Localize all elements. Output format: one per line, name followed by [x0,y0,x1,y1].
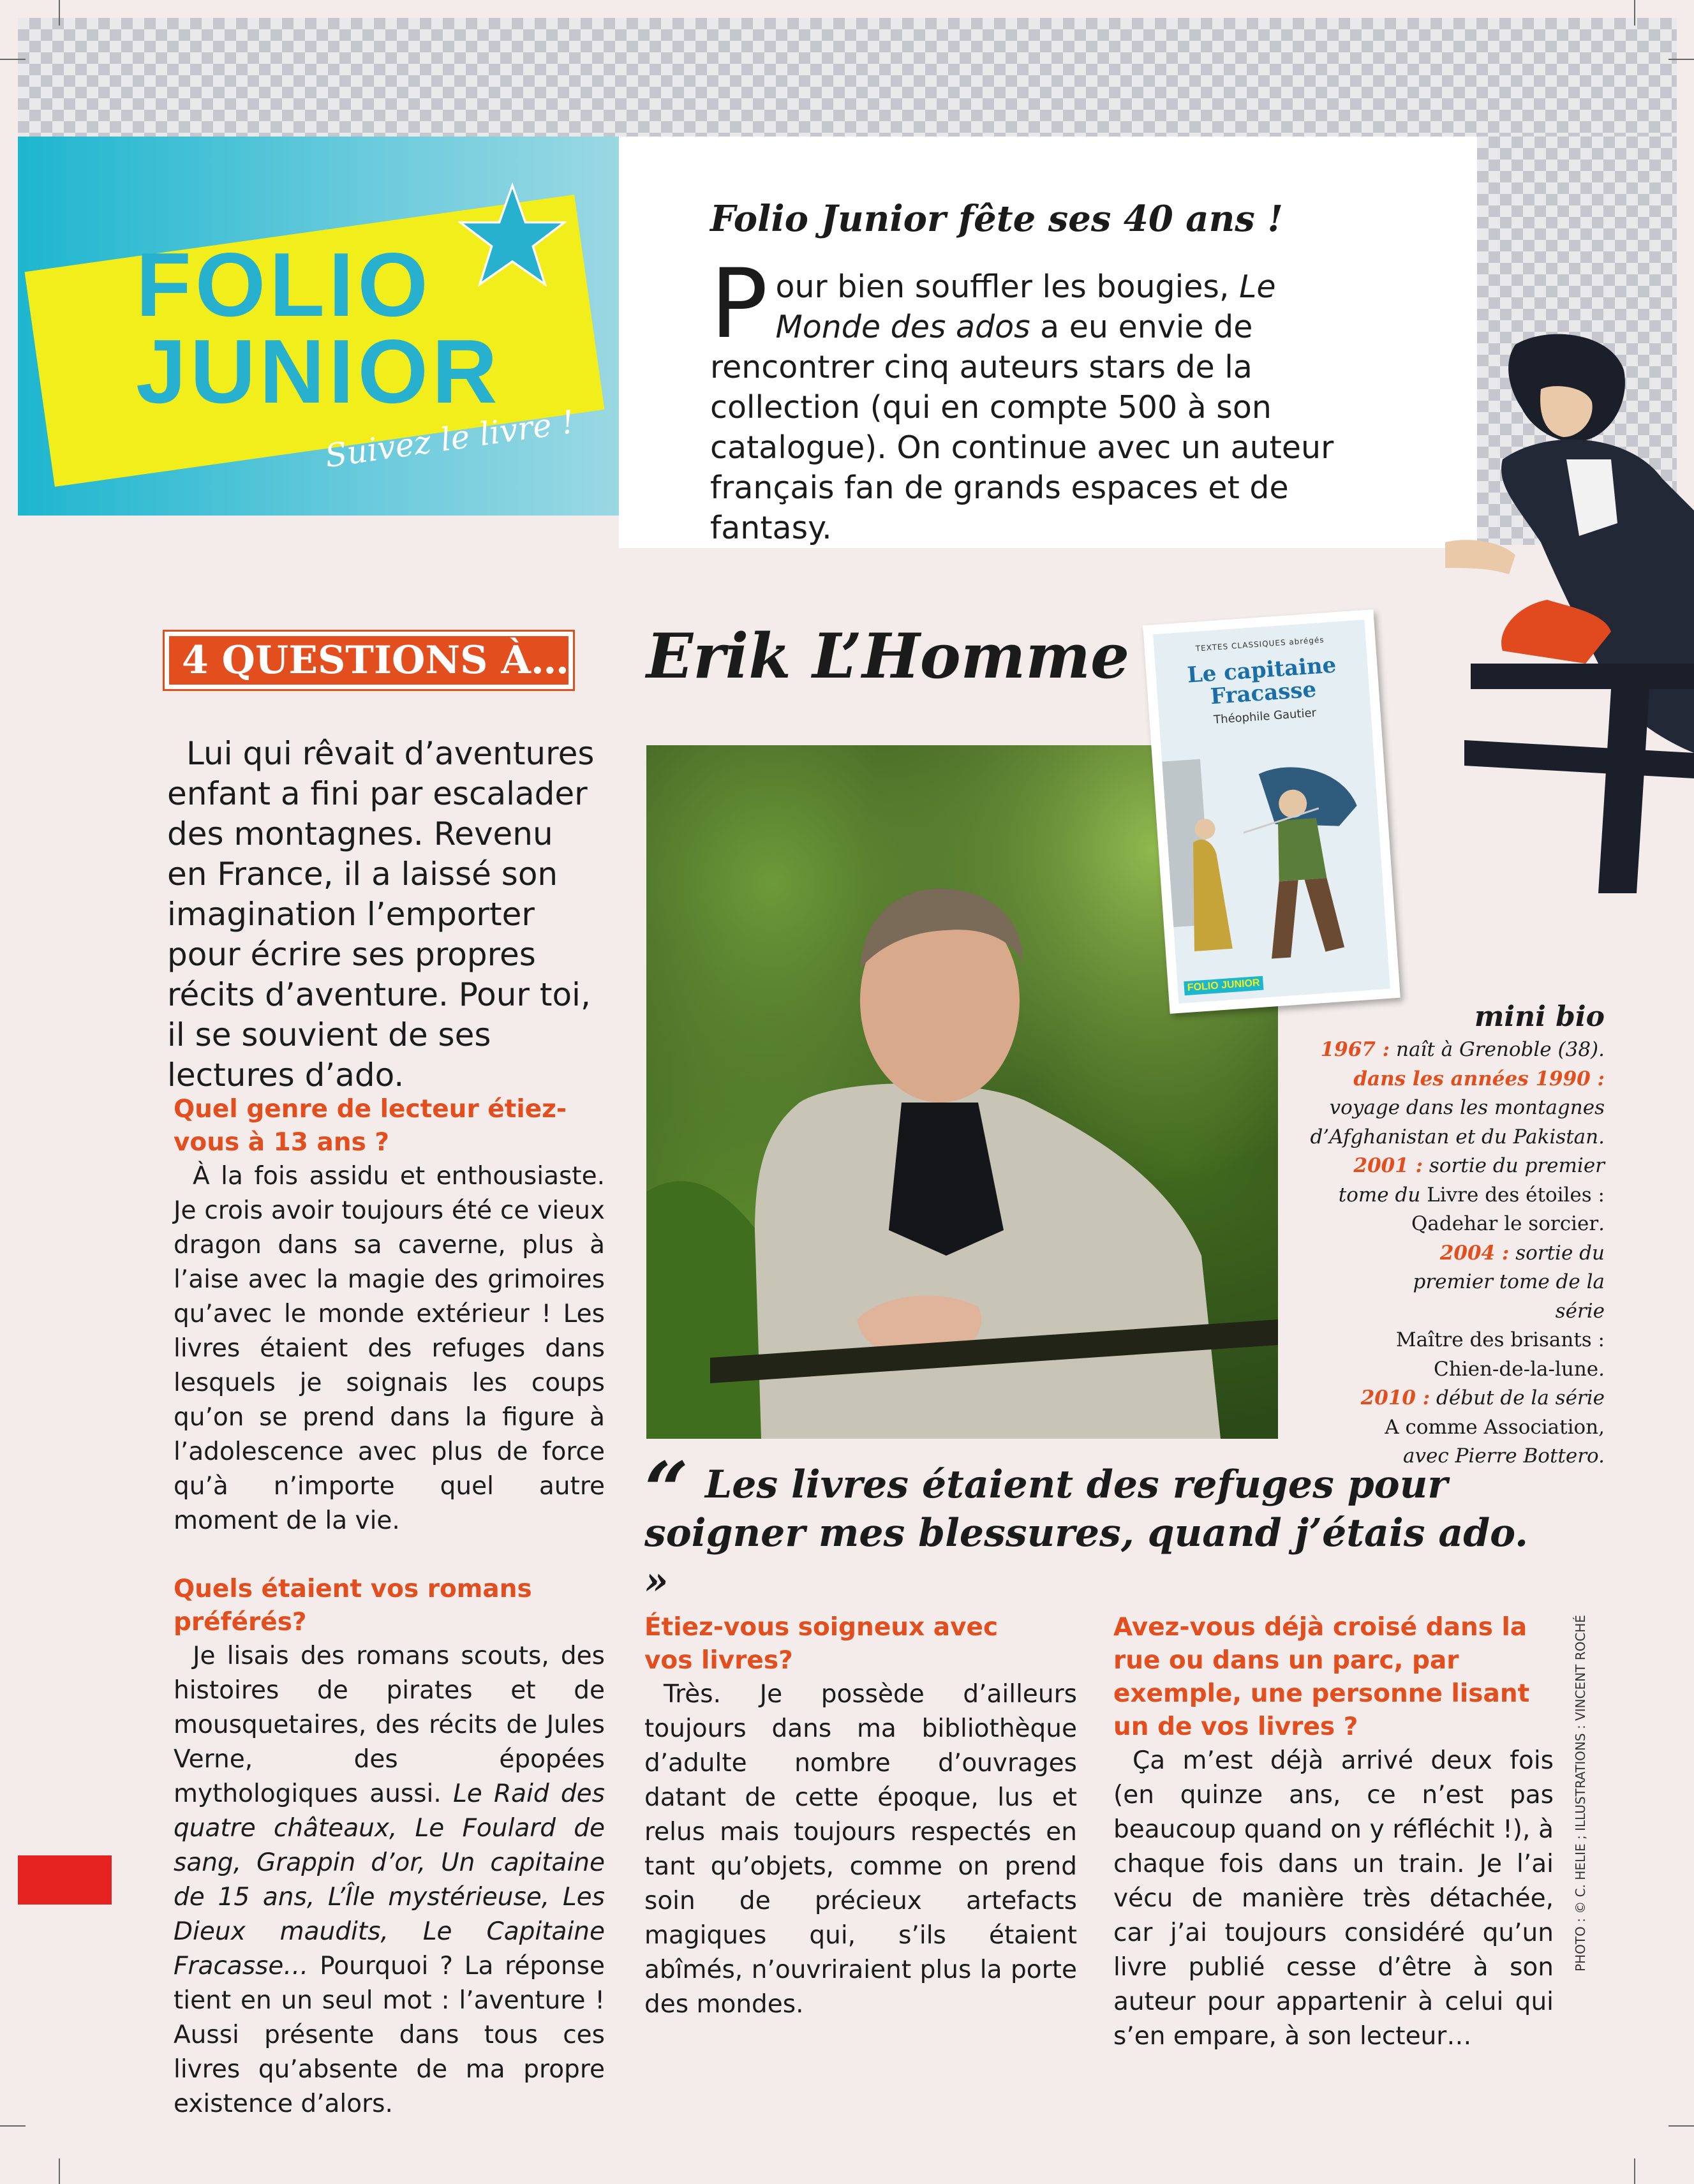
answer-2-titles: Le Raid des quatre châteaux, Le Foulard de sang, Grappin d’or, Un capitaine de 15 ans, L’Île mystérieuse, Les Dieux maudits, Le Capitaine Fracasse… [174,1779,605,1980]
folio-junior-logo [18,137,619,516]
lead-paragraph: Lui qui rêvait d’aventures enfant a fini par escalader des montagnes. Revenu en France, il a laissé son imagination l’emporter pour écrire ses propres récits d’aventure. Pour toi, il se souvient de ses lectures d’ado. [167,735,595,1094]
intro-magazine-name: Le Monde des ados [775,269,1276,345]
bio-entry [1267,1094,1605,1152]
intro-text [710,249,1386,548]
answer-4: Ça m’est déjà arrivé deux fois (en quinze ans, ce n’est pas beaucoup quand on y réfléchit !), à chaque fois dans un train. Je l’ai vécu de manière très détachée, car j’ai toujours considéré qu’un livre publié cesse d’être à son auteur pour appartenir à celui qui s’en empare, à son lecteur… [1113,1746,1554,2051]
bio-entry [1244,1355,1605,1385]
bio-year: 2001 : [1353,1154,1423,1177]
intro-text-1: our bien souffler les bougies, [775,269,1240,305]
photo-credit [1573,1615,1592,1972]
crop-mark [59,2158,60,2184]
logo-tagline: Suivez le livre ! [322,403,577,475]
answer-3: Très. Je possède d’ailleurs toujours dans ma bibliothèque d’adulte nombre d’ouvrages datant de cette époque, lus et relus mais toujours respectés en tant qu’objets, comme on prend soin de précieux artefacts magiques qui, s’ils étaient abîmés, n’ouvriraient plus la porte des mondes. [644,1680,1077,2019]
logo-wordmark [136,234,502,422]
bio-entry [1244,1326,1605,1355]
bio-title: Chien-de-la-lune [1434,1357,1599,1381]
bio-text: . [1598,1212,1605,1235]
bio-year: dans les années 1990 : [1353,1067,1605,1090]
book-series: TEXTES CLASSIQUES abrégés [1195,635,1325,653]
bio-year: 1967 : [1320,1038,1390,1061]
bio-entry [1244,1036,1605,1065]
logo-line-2: JUNIOR [136,321,502,422]
star-icon [458,181,567,290]
character-illustration [1420,332,1694,893]
answer-2 [174,1639,605,2121]
book-cover [1143,609,1401,1014]
book-title: Le capitaine Fracasse [1186,652,1337,710]
bio-text: sortie du premier tome de la série [1413,1241,1605,1323]
crop-mark [1668,2125,1694,2127]
left-column [174,1093,605,2121]
bio-text: naît à Grenoble (38). [1390,1038,1605,1061]
answer-2-text-2: Pourquoi ? La réponse tient en un seul mot : l’aventure ! Aussi présente dans tous ces livres qu’absente de ma propre existence d’alors. [174,1952,605,2118]
book-folio-logo: FOLIO JUNIOR [1184,976,1263,996]
book-cover-inner [1153,620,1390,1004]
book-illustration [1161,728,1390,997]
crop-mark [59,0,60,26]
question-4: Avez-vous déjà croisé dans la rue ou dans un parc, par exemple, une personne lisant un de vos livres ? [1113,1613,1530,1741]
bio-text: sortie du premier tome du [1338,1154,1605,1207]
bio-entry [1308,1152,1605,1210]
intro-text-2: a eu envie de rencontrer cinq auteurs stars de la collection (qui en compte 500 à son catalogue). On continue avec un auteur français fan de grands espaces et de fantasy. [710,309,1334,546]
bio-text: avec Pierre Bottero. [1402,1445,1605,1467]
question-2: Quels étaient vos romans préférés? [174,1575,532,1637]
bio-entry [1244,1065,1605,1094]
bio-entry [1244,1210,1605,1239]
bio-entry [1244,1413,1605,1443]
top-pattern [18,18,1677,137]
intro-title: Folio Junior fête ses 40 ans ! [710,198,1283,240]
pull-quote-text: Les livres étaient des refuges pour soigner mes blessures, quand j’étais ado. » [644,1462,1529,1603]
crop-mark [1634,0,1635,26]
question-1: Quel genre de lecteur étiez-vous à 13 ans ? [174,1095,567,1157]
question-3: Étiez-vous soigneux avec vos livres? [644,1613,999,1675]
crop-mark [0,59,26,60]
crop-mark [1668,59,1694,60]
book-author: Théophile Gautier [1213,706,1317,727]
quote-mark: “ [644,1445,689,1535]
crop-mark [0,2125,26,2127]
bio-title: A comme Association, [1385,1415,1605,1439]
answer-2-text-1: Je lisais des romans scouts, des histoires de pirates et de mousquetaires, des récits de Jules Verne, des épopées mythologiques aussi. [174,1642,605,1808]
bio-text: voyage dans les montagnes d’Afghanistan et du Pakistan. [1310,1096,1605,1148]
photo-credit-text: PHOTO : © C. HELIE ; ILLUSTRATIONS : VINCENT ROCHÉ [1573,1615,1588,1972]
bio-entry [1385,1239,1605,1326]
bio-title: Livre des étoiles : [1427,1183,1605,1207]
bio-year: 2004 : [1439,1241,1510,1265]
logo-line-1: FOLIO [136,234,432,336]
bio-entry [1244,1384,1605,1413]
questions-banner: 4 QUESTIONS À… [165,632,573,689]
mini-bio-heading: mini bio [1474,1000,1605,1033]
bio-title: Maître des brisants : [1395,1328,1605,1351]
author-name: Erik L’Homme [646,620,1130,692]
crop-mark [1634,2158,1635,2184]
right-column [1113,1611,1554,2054]
bio-title: Qadehar le sorcier [1411,1212,1599,1235]
red-page-tab [18,1855,112,1905]
mini-bio [1244,999,1605,1471]
bio-text: . [1598,1357,1605,1381]
bio-year: 2010 : [1360,1386,1430,1409]
bio-text: début de la série [1430,1386,1605,1409]
answer-1: À la fois assidu et enthousiaste. Je crois avoir toujours été ce vieux dragon dans sa caverne, plus à l’aise avec la magie des grimoires qu’avec le monde extérieur ! Les livres étaient des refuges dans lesquels je soignais les coups qu’on se prend dans la figure à l’adolescence avec plus de force qu’à n’importe quel autre moment de la vie. [174,1162,605,1535]
drop-cap: P [710,249,768,360]
middle-column [644,1611,1077,2022]
